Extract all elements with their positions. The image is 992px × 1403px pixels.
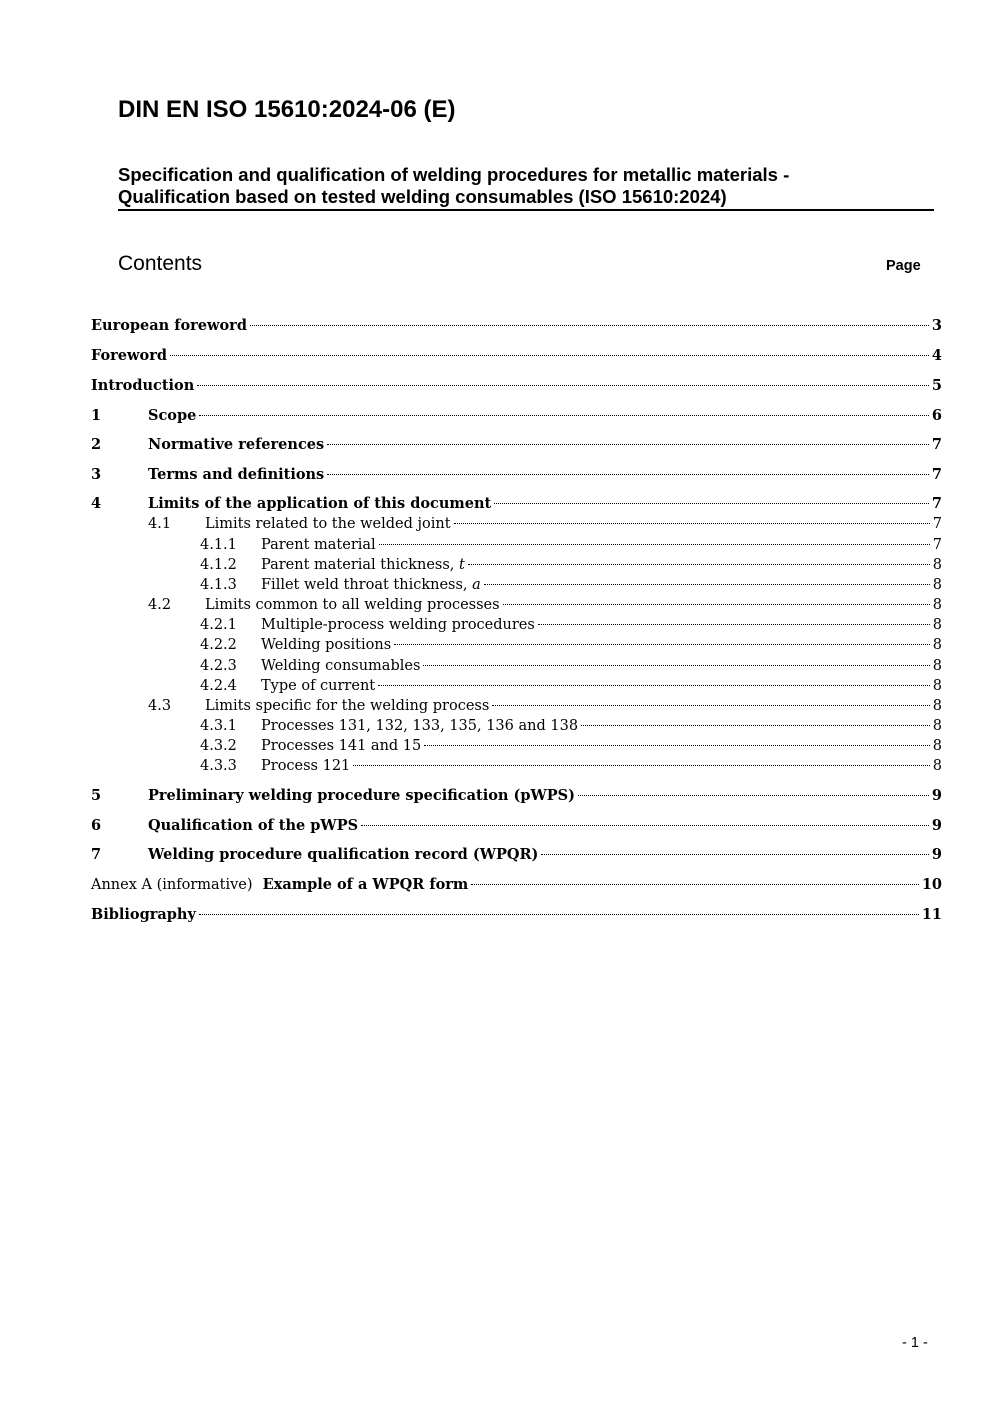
toc-entry-4-2[interactable] — [91, 595, 942, 615]
toc-entry-page: 8 — [932, 597, 942, 613]
toc-dot-leader — [199, 914, 919, 915]
toc-dot-leader — [492, 705, 929, 706]
page-number: - 1 - — [902, 1335, 928, 1351]
toc-entry-qualification-pwps[interactable] — [91, 816, 942, 836]
toc-entry-number: 3 — [91, 466, 102, 483]
toc-entry-symbol: a — [472, 577, 481, 593]
toc-dot-leader — [484, 584, 930, 585]
toc-entry-introduction[interactable] — [91, 376, 942, 396]
toc-entry-title: Parent material thickness, — [261, 557, 455, 573]
toc-entry-wpqr[interactable] — [91, 845, 942, 865]
toc-entry-page: 7 — [931, 495, 942, 512]
contents-heading: Contents — [118, 252, 203, 275]
toc-dot-leader — [423, 665, 929, 666]
toc-entry-number: 4.1.1 — [200, 537, 237, 553]
toc-entry-number: 4.1 — [148, 516, 172, 532]
toc-dot-leader — [199, 415, 929, 416]
toc-entry-page: 8 — [932, 738, 942, 754]
toc-dot-leader — [378, 685, 930, 686]
toc-dot-leader — [541, 854, 928, 855]
toc-entry-4-2-4[interactable] — [91, 676, 942, 696]
toc-dot-leader — [353, 765, 929, 766]
toc-entry-page: 9 — [931, 787, 942, 804]
toc-entry-number: 4.2.3 — [200, 658, 237, 674]
toc-dot-leader — [538, 624, 930, 625]
toc-dot-leader — [361, 825, 929, 826]
toc-entry-terms-and-definitions[interactable] — [91, 465, 942, 485]
toc-dot-leader — [394, 644, 930, 645]
toc-entry-annex-label: Annex A (informative) — [91, 877, 253, 893]
document-id: DIN EN ISO 15610:2024-06 (E) — [118, 96, 456, 123]
toc-entry-page: 7 — [932, 537, 942, 553]
toc-entry-title: Processes 141 and 15 — [261, 738, 422, 754]
toc-entry-title: Foreword — [91, 347, 167, 364]
toc-entry-title: Welding procedure qualification record (WPQR) — [148, 846, 539, 863]
toc-entry-number: 2 — [91, 436, 102, 453]
toc-entry-bibliography[interactable] — [91, 905, 942, 925]
toc-dot-leader — [503, 604, 930, 605]
toc-entry-page: 3 — [931, 317, 942, 334]
toc-dot-leader — [379, 544, 930, 545]
toc-entry-page: 11 — [921, 906, 942, 923]
toc-entry-page: 7 — [932, 516, 942, 532]
toc-entry-page: 8 — [932, 617, 942, 633]
toc-dot-leader — [424, 745, 930, 746]
toc-entry-page: 10 — [921, 876, 942, 893]
toc-dot-leader — [197, 385, 929, 386]
toc-entry-scope[interactable] — [91, 406, 942, 426]
toc-entry-number: 4.2.4 — [200, 678, 237, 694]
toc-dot-leader — [578, 795, 929, 796]
toc-entry-4-1[interactable] — [91, 514, 942, 534]
toc-entry-page: 8 — [932, 637, 942, 653]
toc-dot-leader — [327, 474, 929, 475]
toc-entry-number: 6 — [91, 817, 102, 834]
document-title-line-1: Specification and qualification of welding procedures for metallic materials - — [118, 164, 790, 185]
toc-entry-title: Normative references — [148, 436, 325, 453]
toc-entry-page: 4 — [931, 347, 942, 364]
toc-entry-page: 8 — [932, 758, 942, 774]
toc-entry-title: Limits related to the welded joint — [205, 516, 451, 532]
toc-dot-leader — [454, 523, 930, 524]
toc-entry-page: 6 — [931, 407, 942, 424]
toc-entry-limits-of-application[interactable] — [91, 494, 942, 514]
toc-entry-symbol: t — [459, 557, 465, 573]
toc-entry-page: 8 — [932, 658, 942, 674]
toc-entry-number: 7 — [91, 846, 102, 863]
toc-entry-number: 4.3.3 — [200, 758, 237, 774]
toc-entry-number: 4.2 — [148, 597, 172, 613]
toc-entry-annex-a[interactable] — [91, 875, 942, 895]
toc-entry-4-3-3[interactable] — [91, 756, 942, 776]
toc-entry-title: Parent material — [261, 537, 376, 553]
toc-entry-title: Bibliography — [91, 906, 196, 923]
toc-dot-leader — [471, 884, 919, 885]
toc-entry-4-3[interactable] — [91, 696, 942, 716]
toc-entry-number: 4.1.3 — [200, 577, 237, 593]
toc-entry-4-3-1[interactable] — [91, 716, 942, 736]
toc-entry-pwps[interactable] — [91, 786, 942, 806]
toc-entry-title: Fillet weld throat thickness, — [261, 577, 468, 593]
toc-dot-leader — [494, 503, 929, 504]
toc-entry-title: Introduction — [91, 377, 195, 394]
toc-entry-title: Qualification of the pWPS — [148, 817, 359, 834]
toc-dot-leader — [327, 444, 929, 445]
toc-entry-title: Welding consumables — [261, 658, 421, 674]
toc-dot-leader — [250, 325, 929, 326]
toc-entry-number: 4.3.1 — [200, 718, 237, 734]
table-of-contents — [91, 0, 942, 1403]
toc-entry-title: Limits common to all welding processes — [205, 597, 500, 613]
toc-entry-page: 9 — [931, 817, 942, 834]
toc-entry-number: 4 — [91, 495, 102, 512]
toc-entry-page: 8 — [932, 678, 942, 694]
toc-entry-title: Preliminary welding procedure specification (pWPS) — [148, 787, 575, 804]
toc-entry-4-2-1[interactable] — [91, 615, 942, 635]
toc-entry-title: Limits specific for the welding process — [205, 698, 490, 714]
toc-entry-number: 4.2.1 — [200, 617, 237, 633]
toc-entry-title: Process 121 — [261, 758, 351, 774]
toc-entry-4-1-2[interactable] — [91, 555, 942, 575]
toc-entry-title: Example of a WPQR form — [262, 876, 469, 893]
toc-entry-title: Welding positions — [261, 637, 392, 653]
toc-entry-page: 7 — [931, 466, 942, 483]
toc-entry-page: 9 — [931, 846, 942, 863]
toc-entry-page: 5 — [931, 377, 942, 394]
toc-entry-title: Multiple-process welding procedures — [261, 617, 535, 633]
toc-entry-number: 1 — [91, 407, 102, 424]
toc-entry-title: Terms and definitions — [148, 466, 325, 483]
toc-entry-4-3-2[interactable] — [91, 736, 942, 756]
toc-entry-title: Processes 131, 132, 133, 135, 136 and 138 — [261, 718, 579, 734]
toc-entry-number: 4.1.2 — [200, 557, 237, 573]
toc-entry-european-foreword[interactable] — [91, 316, 942, 336]
toc-entry-page: 8 — [932, 698, 942, 714]
toc-entry-page: 8 — [932, 718, 942, 734]
toc-entry-number: 5 — [91, 787, 102, 804]
toc-entry-page: 8 — [932, 557, 942, 573]
toc-entry-foreword[interactable] — [91, 346, 942, 366]
toc-entry-page: 7 — [931, 436, 942, 453]
toc-dot-leader — [581, 725, 930, 726]
toc-entry-4-1-3[interactable] — [91, 575, 942, 595]
toc-entry-page: 8 — [932, 577, 942, 593]
toc-entry-title: Scope — [148, 407, 197, 424]
page-column-heading: Page — [886, 258, 921, 274]
toc-entry-4-2-3[interactable] — [91, 656, 942, 676]
toc-entry-number: 4.3.2 — [200, 738, 237, 754]
toc-entry-4-1-1[interactable] — [91, 535, 942, 555]
toc-dot-leader — [170, 355, 929, 356]
toc-entry-4-2-2[interactable] — [91, 635, 942, 655]
document-title-line-2: Qualification based on tested welding consumables (ISO 15610:2024) — [118, 186, 727, 207]
toc-entry-title: Limits of the application of this document — [148, 495, 492, 512]
toc-entry-title: Type of current — [261, 678, 376, 694]
toc-entry-number: 4.2.2 — [200, 637, 237, 653]
toc-entry-normative-references[interactable] — [91, 435, 942, 455]
toc-entry-title: European foreword — [91, 317, 247, 334]
toc-entry-number: 4.3 — [148, 698, 172, 714]
toc-dot-leader — [468, 564, 930, 565]
